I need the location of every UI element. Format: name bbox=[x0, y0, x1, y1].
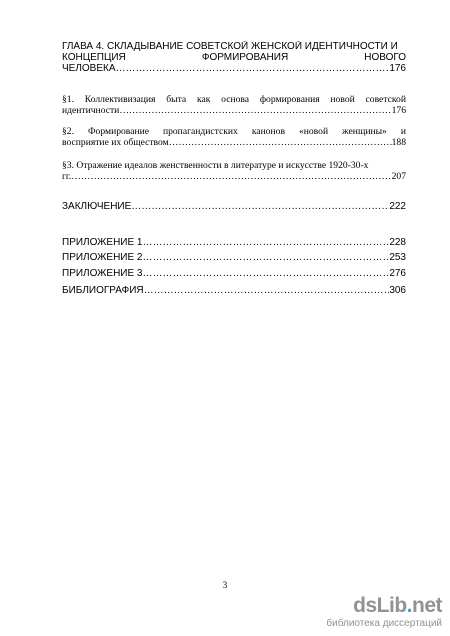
toc-word: и bbox=[400, 126, 406, 137]
dot-leader bbox=[131, 201, 389, 212]
toc-section3-text-line1: §3. Отражение идеалов женственности в литературе и искусстве 1920-30-х bbox=[62, 160, 369, 171]
toc-entry-section1[interactable] bbox=[62, 94, 406, 116]
toc-word: основа bbox=[221, 94, 250, 105]
toc-entry-appendix2[interactable] bbox=[62, 252, 406, 263]
toc-chapter4-line3 bbox=[62, 63, 406, 74]
toc-section2-text-line2: восприятие их обществом bbox=[62, 137, 169, 148]
toc-page-number: 306 bbox=[389, 285, 406, 296]
toc-section2-line2 bbox=[62, 137, 406, 148]
toc-word: советской bbox=[365, 94, 406, 105]
toc-page-number: 188 bbox=[391, 137, 406, 148]
toc-section1-line2 bbox=[62, 105, 406, 116]
toc-appendix3-label: ПРИЛОЖЕНИЕ 3 bbox=[62, 268, 143, 279]
dot-leader bbox=[143, 252, 390, 263]
toc-word: женщины» bbox=[342, 126, 387, 137]
dslib-logo: dsLib.net bbox=[353, 594, 442, 617]
toc-appendix3-line bbox=[62, 268, 406, 279]
dslib-tagline: библиотека диссертаций bbox=[326, 618, 442, 629]
toc-section3-text-line2: гг. bbox=[62, 171, 72, 182]
dot-leader bbox=[143, 237, 390, 248]
toc-entry-section2[interactable] bbox=[62, 126, 406, 148]
toc-chapter4-line2 bbox=[62, 52, 406, 63]
toc-section3-line1 bbox=[62, 160, 406, 171]
toc-page-number: 176 bbox=[391, 105, 406, 116]
toc-page-number: 207 bbox=[391, 171, 406, 182]
toc-chapter4-word: НОВОГО bbox=[364, 52, 406, 63]
toc-page-number: 276 bbox=[389, 268, 406, 279]
dot-leader bbox=[71, 171, 391, 182]
toc-word: «новой bbox=[298, 126, 329, 137]
dot-leader bbox=[144, 285, 390, 296]
page-number: 3 bbox=[222, 580, 228, 590]
toc-word: Формирование bbox=[87, 126, 149, 137]
toc-entry-appendix1[interactable] bbox=[62, 237, 406, 248]
toc-word: канонов bbox=[251, 126, 285, 137]
toc-appendix2-line bbox=[62, 252, 406, 263]
toc-section3-line2 bbox=[62, 171, 406, 182]
dot-leader bbox=[143, 268, 390, 279]
toc-chapter4-text-line3: ЧЕЛОВЕКА bbox=[62, 63, 116, 74]
toc-chapter4-line1 bbox=[62, 41, 406, 52]
toc-bibliography-line bbox=[62, 285, 406, 296]
toc-section1-text-line2: идентичности bbox=[62, 105, 120, 116]
toc-appendix1-label: ПРИЛОЖЕНИЕ 1 bbox=[62, 237, 143, 248]
toc-word: Коллективизация bbox=[84, 94, 156, 105]
dot-leader bbox=[169, 137, 392, 148]
toc-appendix1-line bbox=[62, 237, 406, 248]
toc-chapter4-text-line1: ГЛАВА 4. СКЛАДЫВАНИЕ СОВЕТСКОЙ ЖЕНСКОЙ ИДЕНТИЧНОСТИ И bbox=[62, 41, 398, 52]
toc-section2-line1 bbox=[62, 126, 406, 137]
toc-section1-line1 bbox=[62, 94, 406, 105]
toc-chapter4-word: ФОРМИРОВАНИЯ bbox=[201, 52, 289, 63]
toc-page-number: 253 bbox=[389, 252, 406, 263]
toc-page-number: 176 bbox=[389, 63, 406, 74]
toc-entry-appendix3[interactable] bbox=[62, 268, 406, 279]
toc-bibliography-label: БИБЛИОГРАФИЯ bbox=[62, 285, 144, 296]
dot-leader bbox=[119, 105, 391, 116]
toc-page-number: 228 bbox=[389, 237, 406, 248]
toc-entry-section3[interactable] bbox=[62, 160, 406, 182]
dot-leader bbox=[116, 63, 390, 74]
toc-word: формирования bbox=[259, 94, 320, 105]
toc-word: быта bbox=[166, 94, 187, 105]
toc-chapter4-word: КОНЦЕПЦИЯ bbox=[62, 52, 126, 63]
toc-page-number: 222 bbox=[389, 201, 406, 212]
toc-word: пропагандистских bbox=[162, 126, 238, 137]
toc-word: новой bbox=[330, 94, 355, 105]
toc-entry-conclusion[interactable] bbox=[62, 201, 406, 212]
toc-conclusion-label: ЗАКЛЮЧЕНИЕ bbox=[62, 201, 132, 212]
toc-conclusion-line bbox=[62, 201, 406, 212]
toc-word: §1. bbox=[62, 94, 74, 105]
dslib-watermark[interactable] bbox=[302, 595, 442, 630]
toc-appendix2-label: ПРИЛОЖЕНИЕ 2 bbox=[62, 252, 143, 263]
toc-entry-bibliography[interactable] bbox=[62, 285, 406, 296]
toc-word: как bbox=[196, 94, 211, 105]
toc-entry-chapter4[interactable] bbox=[62, 41, 406, 74]
toc-word: §2. bbox=[62, 126, 74, 137]
